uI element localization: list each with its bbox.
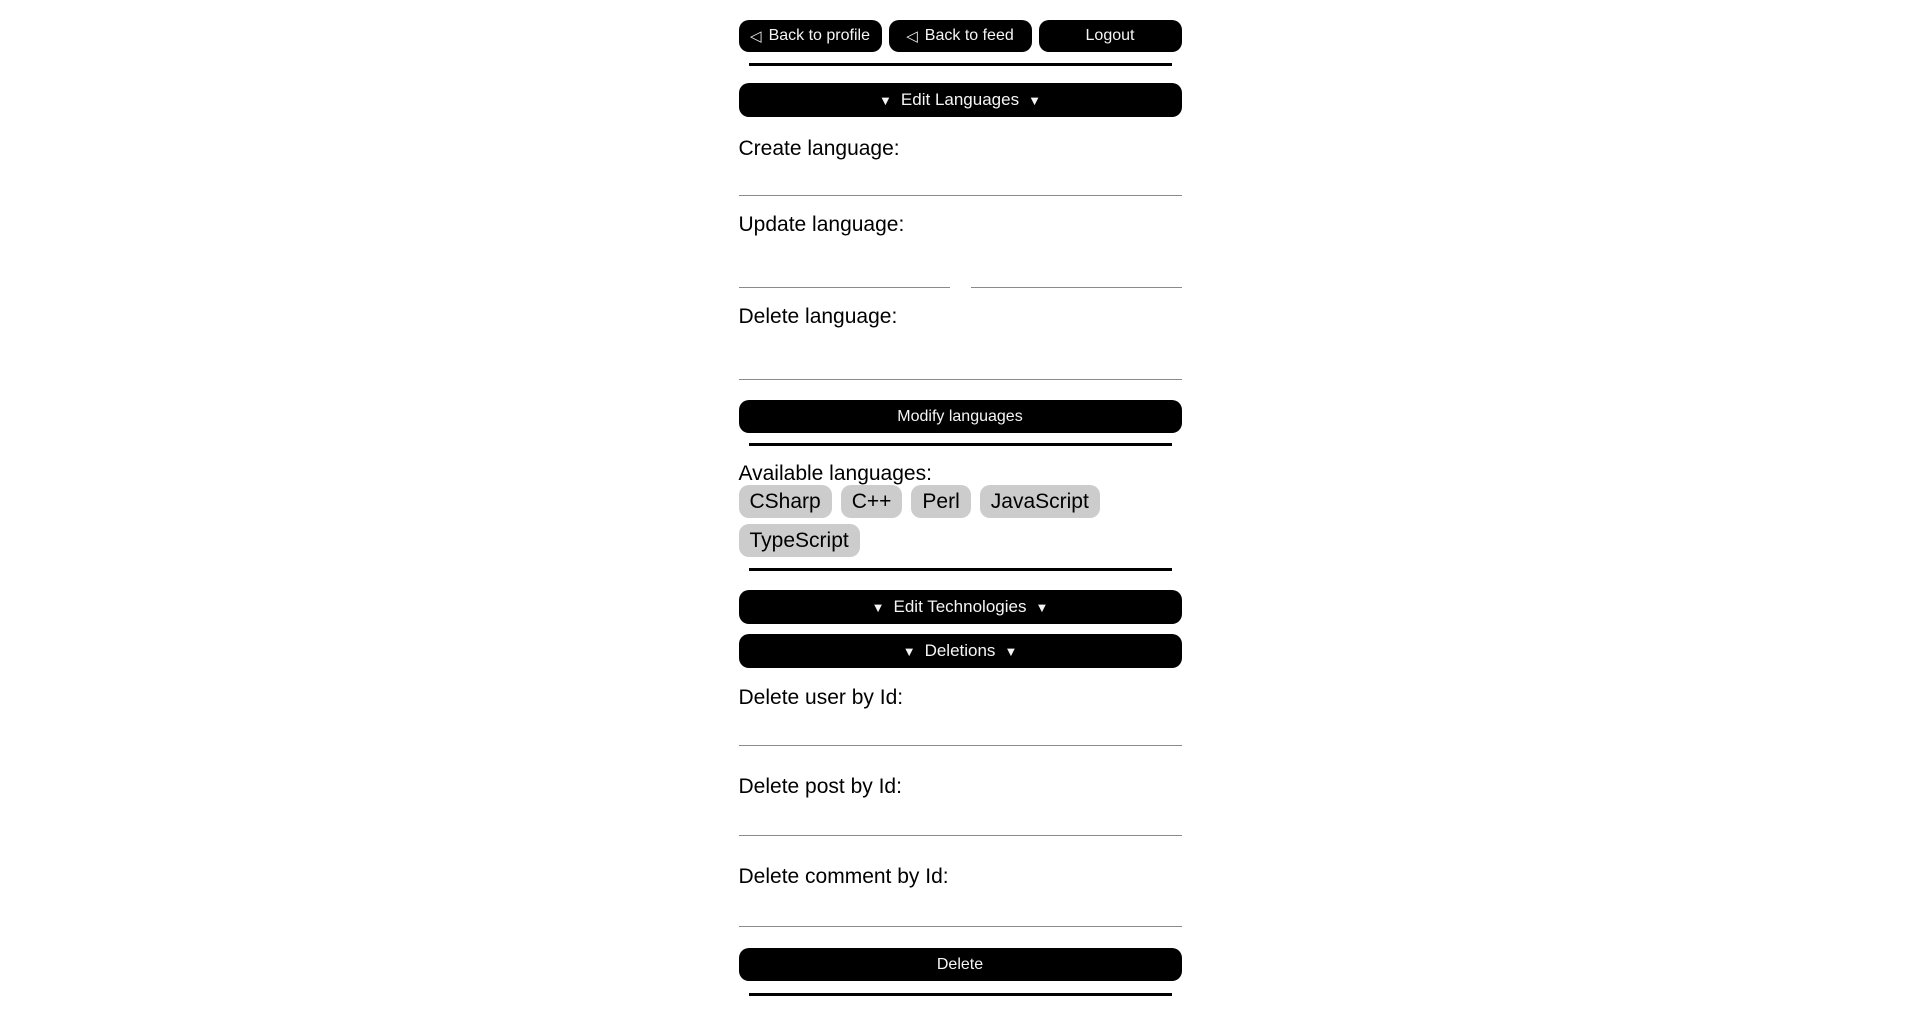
back-to-profile-label: Back to profile xyxy=(768,27,870,44)
separator xyxy=(749,568,1172,571)
language-chip[interactable]: JavaScript xyxy=(980,485,1100,518)
chevron-down-icon: ▼ xyxy=(1028,92,1041,108)
deletions-toggle[interactable] xyxy=(739,634,1182,668)
back-arrow-icon: ◁ xyxy=(906,27,918,45)
back-to-feed-label: Back to feed xyxy=(924,27,1014,44)
available-languages-label: Available languages: xyxy=(738,462,932,485)
back-to-feed-button[interactable] xyxy=(889,20,1032,52)
delete-comment-id-input[interactable] xyxy=(739,888,1182,927)
back-to-profile-button[interactable] xyxy=(739,20,882,52)
delete-user-id-label: Delete user by Id: xyxy=(738,686,904,709)
update-language-label: Update language: xyxy=(738,213,905,236)
chevron-down-icon: ▼ xyxy=(871,599,885,615)
logout-label: Logout xyxy=(1085,27,1135,44)
deletions-section xyxy=(739,686,1182,996)
edit-languages-label: Edit Languages xyxy=(900,90,1020,109)
back-arrow-icon: ◁ xyxy=(750,27,762,45)
chevron-down-icon: ▼ xyxy=(1004,643,1018,659)
toolbar xyxy=(739,20,1182,52)
update-language-from-input[interactable] xyxy=(739,236,950,288)
chevron-down-icon: ▼ xyxy=(1035,599,1049,615)
edit-technologies-label: Edit Technologies xyxy=(893,597,1027,616)
modify-languages-button[interactable]: Modify languages xyxy=(739,400,1182,433)
delete-post-id-input[interactable] xyxy=(739,798,1182,836)
separator xyxy=(749,63,1172,66)
delete-language-label: Delete language: xyxy=(738,305,898,328)
separator xyxy=(749,443,1172,446)
update-language-row xyxy=(739,236,1182,288)
create-language-label: Create language: xyxy=(738,137,900,160)
chevron-down-icon: ▼ xyxy=(879,92,892,108)
language-chip[interactable]: CSharp xyxy=(739,485,832,518)
edit-technologies-toggle[interactable] xyxy=(739,590,1182,624)
delete-button[interactable]: Delete xyxy=(739,948,1182,981)
language-chip[interactable]: TypeScript xyxy=(739,524,860,557)
update-language-to-input[interactable] xyxy=(971,236,1182,288)
delete-post-id-label: Delete post by Id: xyxy=(738,775,902,798)
languages-section xyxy=(739,137,1182,571)
chevron-down-icon: ▼ xyxy=(902,643,916,659)
create-language-input[interactable] xyxy=(739,160,1182,196)
edit-languages-toggle[interactable] xyxy=(739,83,1182,117)
delete-comment-id-label: Delete comment by Id: xyxy=(738,865,949,888)
delete-language-input[interactable] xyxy=(739,328,1182,380)
logout-button[interactable] xyxy=(1039,20,1182,52)
separator xyxy=(749,993,1172,996)
admin-panel xyxy=(739,0,1182,996)
deletions-label: Deletions xyxy=(924,641,996,660)
language-chip[interactable]: C++ xyxy=(841,485,903,518)
language-chip[interactable]: Perl xyxy=(911,485,970,518)
available-languages-list xyxy=(739,485,1182,557)
delete-user-id-input[interactable] xyxy=(739,709,1182,746)
